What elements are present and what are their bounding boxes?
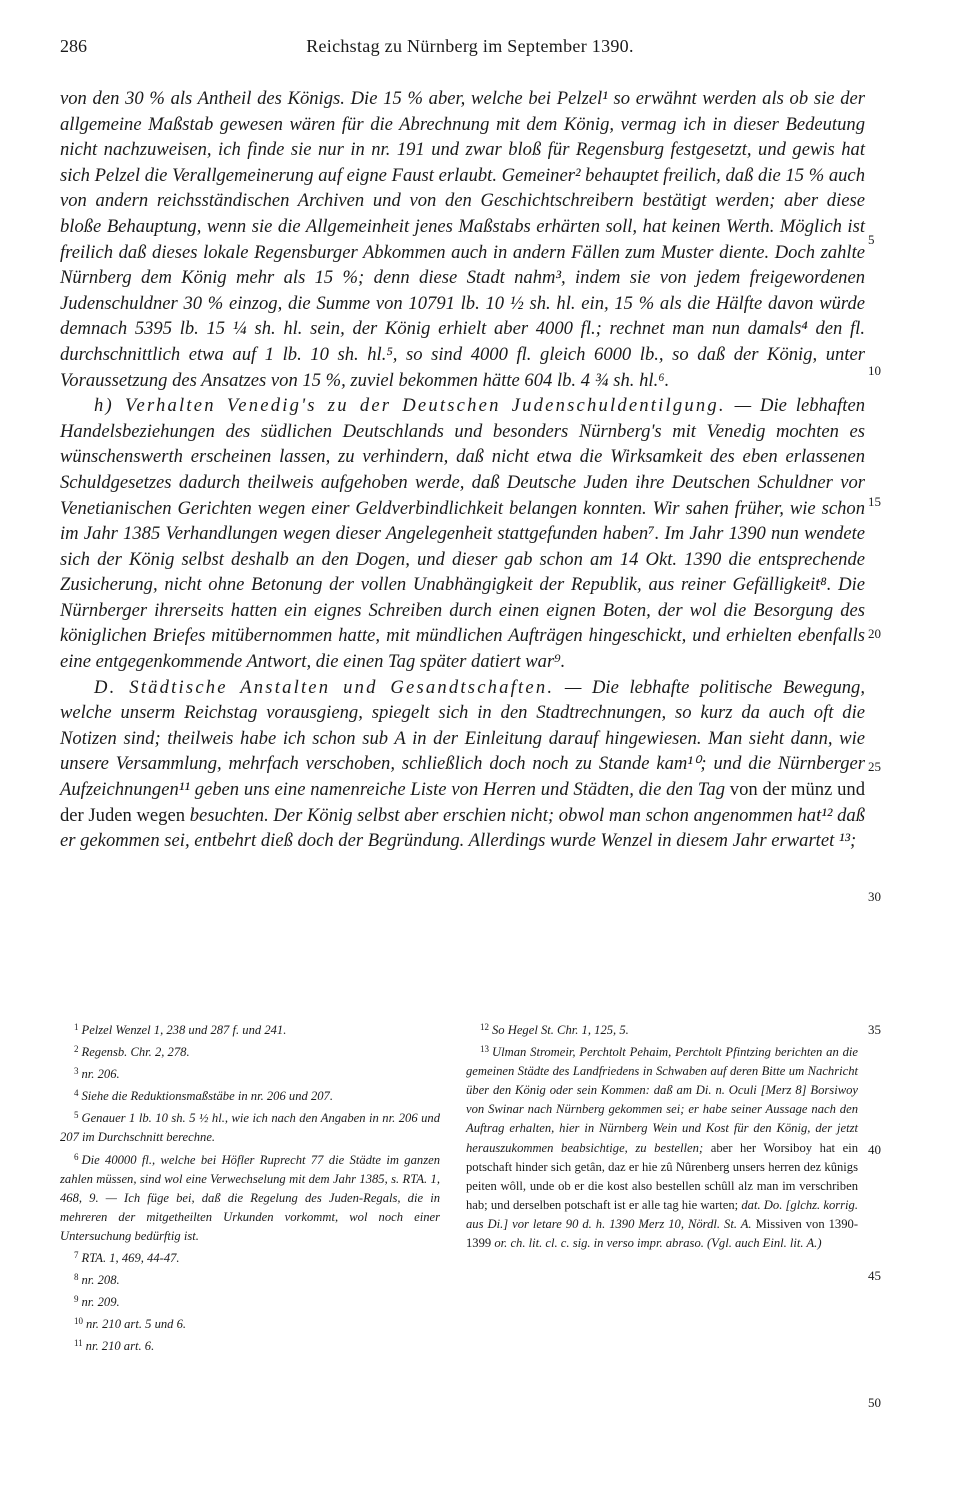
footnote: $^5$ Genauer 1 lb. 10 sh. 5 ½ hl., wie ich nach den Angaben in nr. 206 und 207 im Durchschnitt berechne. — [60, 1110, 440, 1145]
page-title: Reichstag zu Nürnberg im September 1390. — [306, 36, 634, 56]
line-number: 25 — [868, 759, 881, 774]
paragraph-anstalten-text: — Die lebhafte politische Bewegung, welche unserm Reichstag vorausgieng, spiegelt sich in den Stadtrechnungen, so kurz da auch oft die Notizen sind; theilweis habe ich schon sub A in der Einleitung darauf hingewiesen. Man sieht dann, wie unsere Versammlung, mehrfach verschoben, schließlich doch noch zu Stande kam¹⁰; und die Nürnberger Aufzeichnungen¹¹ geben uns eine namenreiche Liste von Herren und Städten, die den Tag — [60, 676, 866, 801]
footnote-13-date: dat. Do. [glchz. korrig. aus Di.] vor letare 90 d. h. 1390 Merz 10, Nördl. St. A. — [466, 1197, 858, 1231]
footnote-13-source: or. ch. lit. cl. c. sig. in verso impr. abraso. (Vgl. auch Einl. lit. A.) — [494, 1236, 822, 1251]
footnote-13-quote: aber her Worsiboy hat ein potschaft hinder sich getân, daz er hie zû Nûrenberg unsers herren dez kûnigs peiten wôll, unde ob er die kost also bestellen schûll alz man im verschriben hab; und derselben potschaft ist er alle tag hie warten; — [466, 1140, 859, 1212]
line-numbers — [868, 0, 908, 1500]
footnote: $^{12}$ So Hegel St. Chr. 1, 125, 5. — [480, 1022, 629, 1037]
footnote-13-archive: Missiven von 1390-1399 — [466, 1216, 859, 1251]
line-number: 35 — [868, 1022, 881, 1037]
paragraph-pelzel: von den 30 % als Antheil des Königs. Die 15 % aber, welche bei Pelzel¹ so erwähnt werden als ob sie der allgemeine Maßstab gewesen wären für die Abrechnung mit dem König, vermag ich in dieser Bedeutung nicht nachzuweisen, ich finde sie nur in nr. 191 und zwar bloß für Regensburg festgesetzt, und gewis hat sich Pelzel die Verallgemeinerung auf eigne Faust erlaubt. Gemeiner² behauptet freilich, daß die 15 % auch von andern reichsständischen Archiven und von den Geschichtschreibern bestätigt werden; aber diese bloße Behauptung, wenn sie die Allgemeinheit jenes Maßstabs erhärten soll, hat keinen Werth. Möglich ist freilich daß dieses lokale Regensburger Abkommen auch in andern Fällen zum Muster diente. Doch zahlte Nürnberg dem König mehr als 15 %; denn diese Stadt nahm³, indem sie von jedem freigewordenen Judenschuldner 30 % einzog, die Summe von 10791 lb. 10 ½ sh. hl. ein, 15 % als die Hälfte davon würde demnach 5395 lb. 15 ¼ sh. hl. sein, der König erhielt aber 4000 fl.; rechnet man nun damals⁴ den fl. durchschnittlich etwa auf 1 lb. 10 sh. hl.⁵, so sind 4000 fl. gleich 6000 lb., so daß der König, unter Voraussetzung des Ansatzes von 15 %, zuviel bekommen hätte 604 lb. 4 ¾ sh. hl.⁶. — [60, 88, 865, 391]
footnote: $^6$ Die 40000 fl., welche bei Höfler Ruprecht 77 die Städte im ganzen zahlen müssen, sind wol eine Verwechselung mit dem Jahr 1385, s. RTA. 1, 468, 9. — Ich füge bei, daß die Regelung des Juden-Regals, die in mehreren der mitgetheilten Urkunden vorkommt, wol noch einer Untersuchung bedürftig ist. — [60, 1151, 440, 1243]
footnotes-right — [466, 1018, 858, 1253]
footnote: $^3$ nr. 206. — [74, 1066, 120, 1082]
paragraph-venedig-text: — Die lebhaften Handelsbeziehungen des südlichen Deutschlands und besonders Nürnberg's mit Venedig mochten es wünschenswerth erscheinen lassen, zu verhindern, daß nicht etwa die Wirksamkeit des eben erlassenen Schuldgesetzes dadurch theilweis aufgehoben werde, daß Deutsche Juden ihre Deutschen Schuldner vor Venetianischen Gerichten wegen einer Geldverbindlichkeit belangen konnten. Wir sahen früher, wie schon im Jahr 1385 Verhandlungen wegen dieser Angelegenheit stattgefunden haben⁷. Im Jahr 1390 nun wendete sich der König selbst deshalb an den Dogen, und dieser gab schon am 14 Okt. 1390 die entsprechende Zusicherung, nicht ohne Betonung der vollen Unabhängigkeit der Republik, aus reiner Gefälligkeit⁸. Die Nürnberger ihrerseits hatten ein eignes Schreiben durch einen eignen Boten, der wol die Besorgung des königlichen Briefes mitübernommen hatte, mit mündlichen Aufträgen hingeschickt, und erhielten ebenfalls eine entgegenkommende Antwort, die einen Tag später datiert war⁹. — [60, 395, 865, 673]
paragraph-anstalten — [60, 675, 865, 854]
footnotes-left — [60, 1018, 440, 1357]
line-number: 45 — [868, 1268, 881, 1283]
footnote: $^{13}$ Ulman Stromeir, Perchtolt Pehaim, Perchtolt Pfintzing berichten an die gemeinen Städte des Landfriedens in Schwaben auf deren Bitte um Nachricht über den König oder sein Kommen: daß am Di. n. Oculi [Merz 8] Borsiwoy von Swinar nach Nürnberg gekommen sei; er habe seiner Aussage nach den Auftrag erhalten, hier in Nürnberg Wein und Kost für den König, der jetzt herauszukommen beabsichtige, zu bestellen; aber her Worsiboy hat ein potschaft hinder sich getân, daz er hie zû Nûrenberg unsers herren dez kûnigs peiten wôll, unde ob er die kost also bestellen schûll alz man im verschriben hab; und derselben potschaft ist er alle tag hie warten; dat. Do. [glchz. korrig. aus Di.] vor letare 90 d. h. 1390 Merz 10, Nördl. St. A. Missiven von 1390-1399 or. ch. lit. cl. c. sig. in verso impr. abraso. (Vgl. auch Einl. lit. A.) — [466, 1044, 859, 1251]
section-heading-h: h) Verhalten Venedig's zu der Deutschen Judenschuldentilgung. — [94, 395, 726, 417]
line-number: 40 — [868, 1142, 881, 1157]
paragraph-venedig — [60, 393, 865, 675]
main-text — [60, 86, 865, 854]
footnote: $^7$ RTA. 1, 469, 44-47. — [74, 1250, 180, 1266]
line-number: 50 — [868, 1395, 881, 1410]
page-number: 286 — [60, 36, 87, 56]
line-number: 15 — [868, 494, 881, 509]
footnote: $^2$ Regensb. Chr. 2, 278. — [74, 1044, 190, 1060]
section-heading-d: D. Städtische Anstalten und Gesandtschaften. — [94, 676, 555, 698]
footnote: $^1$ Pelzel Wenzel 1, 238 und 287 f. und 241. — [74, 1022, 287, 1037]
footnote-13-report: Ulman Stromeir, Perchtolt Pehaim, Perchtolt Pfintzing berichten an die gemeinen Städte des Landfriedens in Schwaben auf deren Bitte um Nachricht über den König oder sein Kommen: daß am Di. n. Oculi [Merz 8] Borsiwoy von Swinar nach Nürnberg gekommen sei; er habe seiner Aussage nach den Auftrag erhalten, hier in Nürnberg Wein und Kost für den König, der jetzt herauszukommen beabsichtige, zu bestellen; — [466, 1045, 858, 1155]
footnote: $^{10}$ nr. 210 art. 5 und 6. — [74, 1316, 187, 1332]
line-number: 30 — [868, 889, 881, 904]
line-number: 10 — [868, 363, 881, 378]
paragraph-anstalten-quote: von der münz und der Juden wegen — [60, 779, 865, 826]
running-head — [60, 36, 880, 60]
footnote: $^9$ nr. 209. — [74, 1294, 120, 1310]
footnote: $^{11}$ nr. 210 art. 6. — [74, 1338, 155, 1354]
footnote: $^8$ nr. 208. — [74, 1272, 120, 1288]
paragraph-anstalten-end: besuchten. Der König selbst aber erschien nicht; obwol man schon angenommen hat¹² daß er gekommen sei, entbehrt dieß doch der Begründung. Allerdings wurde Wenzel in diesem Jahr erwartet ¹³; — [60, 804, 865, 852]
line-number: 5 — [868, 232, 875, 247]
line-number: 20 — [868, 626, 881, 641]
footnote: $^4$ Siehe die Reduktionsmaßstäbe in nr. 206 und 207. — [74, 1088, 333, 1104]
